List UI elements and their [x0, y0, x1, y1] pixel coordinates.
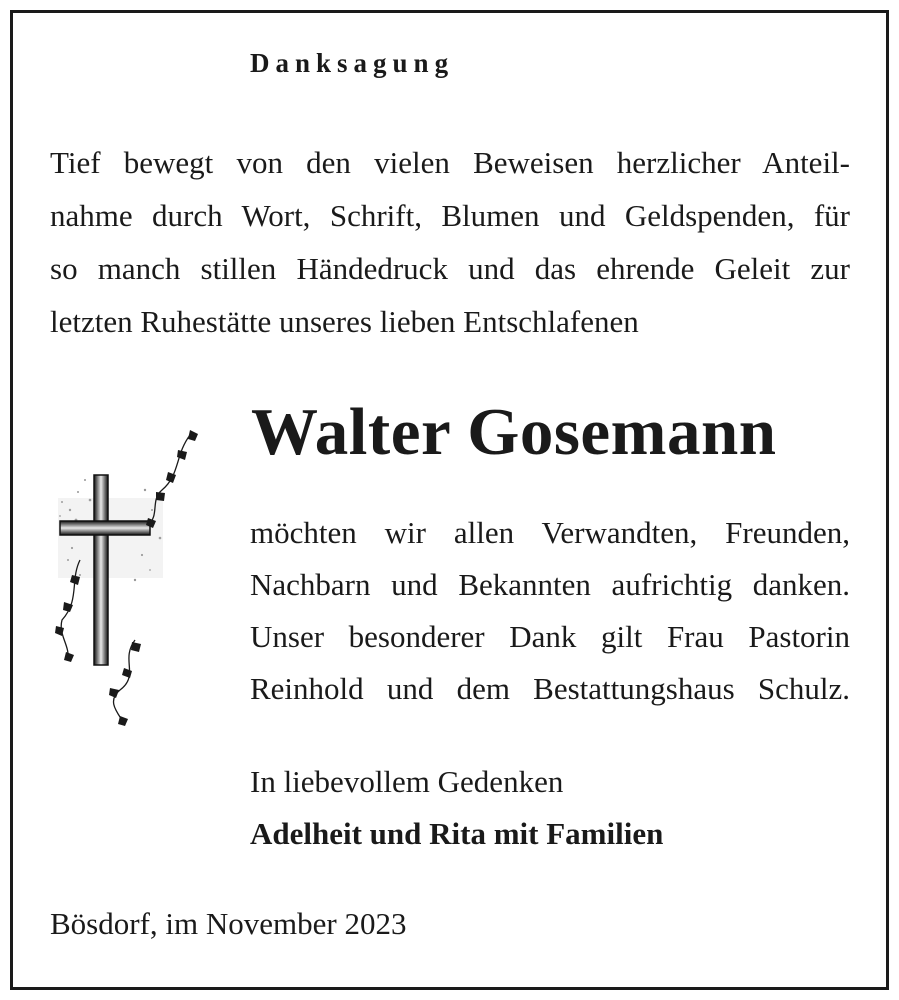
memory-phrase: In liebevollem Gedenken — [250, 764, 564, 799]
notice-title: Danksagung — [250, 48, 455, 78]
thanks-line: möchten wir allen Verwandten, Freunden, — [250, 515, 850, 550]
intro-line: so manch stillen Händedruck und das ehrende Geleit zur — [50, 251, 850, 286]
place-date: Bösdorf, im November 2023 — [50, 906, 407, 941]
thanks-paragraph — [250, 507, 850, 715]
intro-line: nahme durch Wort, Schrift, Blumen und Geldspenden, für — [50, 198, 850, 233]
thanks-line: Nachbarn und Bekannten aufrichtig danken. — [250, 567, 850, 602]
deceased-name: Walter Gosemann — [251, 395, 777, 469]
intro-paragraph — [50, 136, 850, 348]
intro-line: letzten Ruhestätte unseres lieben Entschlafenen — [50, 304, 639, 339]
closing-block — [250, 756, 663, 860]
thanks-line: Unser besonderer Dank gilt Frau Pastorin — [250, 619, 850, 654]
cross-with-ivy-icon — [50, 420, 210, 730]
thanks-line: Reinhold und dem Bestattungshaus Schulz. — [250, 671, 850, 706]
intro-line: Tief bewegt von den vielen Beweisen herzlicher Anteil- — [50, 145, 850, 180]
signatories: Adelheit und Rita mit Familien — [250, 816, 664, 851]
